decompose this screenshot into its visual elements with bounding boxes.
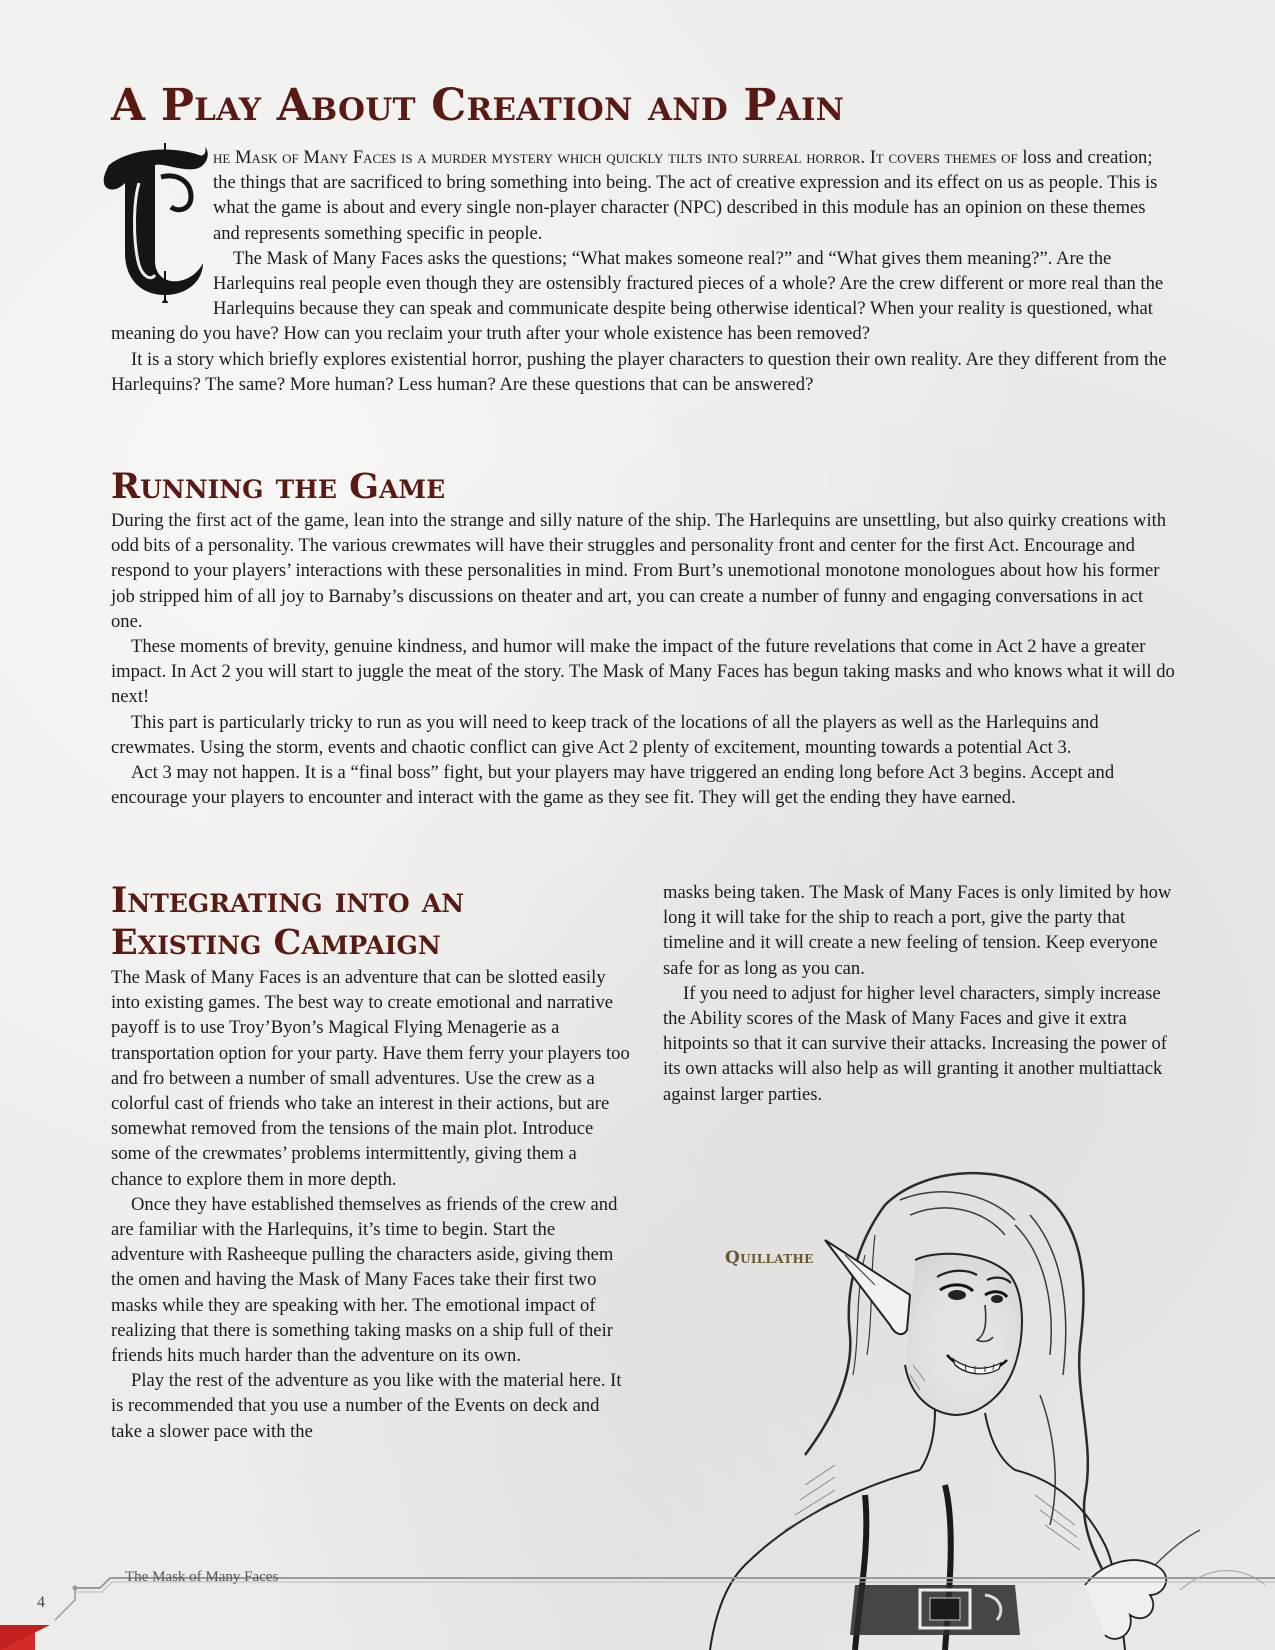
section-heading-running-the-game: Running the Game [111,466,446,507]
integrating-paragraph: Play the rest of the adventure as you like with the material here. It is recommended that you use a number of the Events on deck and take a slower pace with the [111,1370,622,1442]
integrating-paragraph: The Mask of Many Faces is an adventure that can be slotted easily into existing games. The best way to create emotional and narrative payoff is to use Troy’Byon’s Magical Flying Menagerie as a transportation option for your party. Have them ferry your players too and fro between a number of small adventures. Use the crew as a colorful cast of friends who take an interest in their actions, but are somewhat removed from the tensions of the main plot. Introduce some of the crewmates’ problems intermittently, giving them a chance to explore them in more depth. [111,967,630,1190]
integrating-paragraph: Once they have established themselves as friends of the crew and are familiar with the Harlequins, it’s time to begin. Start the adventure with Rasheeque pulling the characters aside, giving them the omen and having the Mask of Many Faces take their first two masks while they are speaking with her. The emotional impact of realizing that there is something taking masks on a ship full of their friends hits much harder than the adventure on its own. [111,1193,618,1367]
illustration-caption: Quillathe [725,1248,814,1268]
running-section [111,508,1175,810]
intro-paragraph-1 [111,145,1175,246]
running-paragraph: This part is particularly tricky to run as you will need to keep track of the locations of all the players as well as the Harlequins and crewmates. Using the storm, events and chaotic conflict can give Act 2 plenty of excitement, mounting towards a potential Act 3. [111,711,1099,758]
intro-paragraph-2: The Mask of Many Faces asks the questions; “What makes someone real?” and “What gives them meaning?”. Are the Harlequins real people even though they are ostensibly fractured pieces of a whole? Are the crew different or more real than the Harlequins because they can speak and communicate despite being otherwise identical? When your reality is questioned, what meaning do you have? How can you reclaim your truth after your whole existence has been removed? [111,247,1164,345]
running-paragraph: These moments of brevity, genuine kindness, and humor will make the impact of the future revelations that come in Act 2 have a greater impact. In Act 2 you will start to juggle the meat of the story. The Mask of Many Faces has begun taking masks and who knows what it will do next! [111,636,1175,708]
page-number: 4 [37,1594,45,1611]
integrating-paragraph: If you need to adjust for higher level characters, simply increase the Ability scores of the Mask of Many Faces and give it extra hitpoints so that it can survive their attacks. Increasing the power of its own attacks will also help as will granting it another multiattack against larger parties. [663,982,1167,1105]
integrating-left-column [111,965,631,1444]
intro-lead-smallcaps: he Mask of Many Faces is a murder mystery which quickly tilts into surreal horror. It covers themes of [213,147,1018,168]
integrating-paragraph: masks being taken. The Mask of Many Faces is only limited by how long it will take for the ship to reach a port, give the party that timeline and it will create a new feeling of tension. Keep everyone safe for as long as you can. [663,882,1172,979]
section-heading-integrating-line1: Integrating into an [111,880,465,921]
footer-book-title: The Mask of Many Faces [125,1569,279,1585]
running-paragraph: Act 3 may not happen. It is a “final boss” fight, but your players may have triggered an ending long before Act 3 begins. Accept and encourage your players to encounter and interact with the game as they see fit. They will get the ending they have earned. [111,762,1115,809]
intro-paragraph-3: It is a story which briefly explores existential horror, pushing the player characters to question their own reality. Are they different from the Harlequins? The same? More human? Less human? Are these questions that can be answered? [111,348,1167,395]
section-heading-integrating-line2: Existing Campaign [111,922,441,963]
running-paragraph: During the first act of the game, lean into the strange and silly nature of the ship. The Harlequins are unsettling, but also quirky creations with odd bits of a personality. The various crewmates will have their struggles and personality front and center for the first Act. Encourage and respond to your players’ interactions with these personalities in mind. From Burt’s unemotional monotone monologues about how his former job stripped him of all joy to Barnaby’s discussions on theater and art, you can create a number of funny and engaging conversations in act one. [111,510,1167,632]
page-title: A Play About Creation and Pain [111,80,845,131]
integrating-right-column [663,880,1173,1107]
intro-paragraph-1-rest: loss and creation; the things that are sacrificed to bring something into being. The act of creative expression and its effect on us as people. This is what the game is about and every single non-player character (NPC) described in this module has an opinion on these themes and represents something specific in people. [213,147,1158,244]
intro-section [111,145,1175,397]
drop-cap-T [99,143,211,303]
